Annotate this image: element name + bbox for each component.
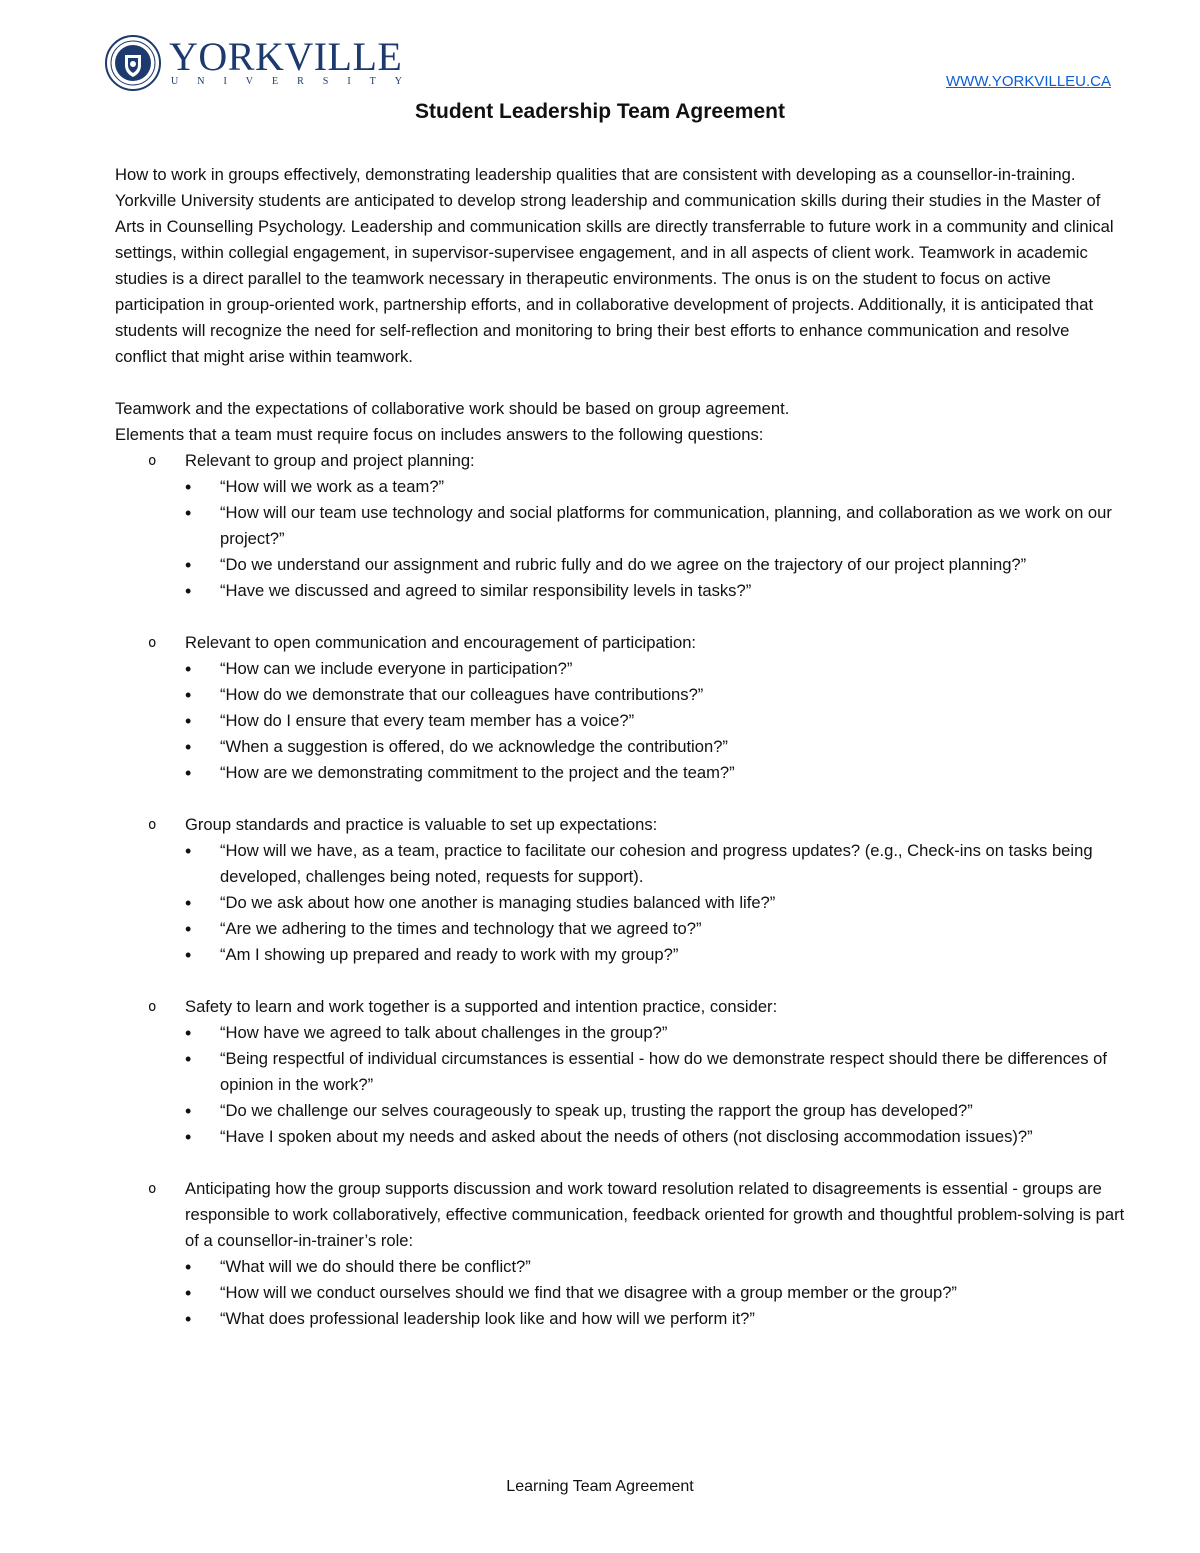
bullet-list	[185, 1020, 1125, 1150]
page-footer: Learning Team Agreement	[506, 1478, 694, 1495]
section-conflict	[115, 1176, 1125, 1332]
spacer	[115, 370, 1125, 396]
teamwork-line-2: Elements that a team must require focus on includes answers to the following questions:	[115, 425, 764, 444]
university-seal-icon	[105, 35, 161, 91]
list-item: • “Have we discussed and agreed to similar responsibility levels in tasks?”	[185, 578, 1125, 604]
list-item: • “Am I showing up prepared and ready to work with my group?”	[185, 942, 1125, 968]
list-item: • “Are we adhering to the times and technology that we agreed to?”	[185, 916, 1125, 942]
yorkville-logo	[105, 34, 421, 93]
document-title: Student Leadership Team Agreement	[415, 100, 785, 123]
section-standards	[115, 812, 1125, 968]
section-marker-icon: o	[148, 999, 157, 1015]
intro-paragraph-1: How to work in groups effectively, demonstrating leadership qualities that are consistent with developing as a counsellor-in-training.	[115, 165, 1076, 184]
list-item: • “How are we demonstrating commitment to the project and the team?”	[185, 760, 1125, 786]
spacer	[115, 1150, 1125, 1176]
section-marker-icon: o	[148, 453, 157, 469]
bullet-list	[185, 838, 1125, 968]
section-marker-icon: o	[148, 817, 157, 833]
yorkville-wordmark: YORKVILLE	[169, 34, 403, 79]
website-link[interactable]: WWW.YORKVILLEU.CA	[946, 73, 1112, 90]
section-safety	[115, 994, 1125, 1150]
bullet-list	[185, 656, 1125, 786]
list-item: • “Being respectful of individual circumstances is essential - how do we demonstrate respect should there be differences of opinion in the work?”	[185, 1046, 1125, 1098]
list-item: • “How will our team use technology and social platforms for communication, planning, and collaboration as we work on our project?”	[185, 500, 1125, 552]
list-item: • “Do we challenge our selves courageously to speak up, trusting the rapport the group has developed?”	[185, 1098, 1125, 1124]
list-item: • “How will we work as a team?”	[185, 474, 1125, 500]
list-item: • “Do we understand our assignment and rubric fully and do we agree on the trajectory of our project planning?”	[185, 552, 1125, 578]
list-item: • “Do we ask about how one another is managing studies balanced with life?”	[185, 890, 1125, 916]
document-body	[115, 162, 1125, 1332]
list-item: • “How will we conduct ourselves should we find that we disagree with a group member or the group?”	[185, 1280, 1125, 1306]
list-item: • “How do we demonstrate that our colleagues have contributions?”	[185, 682, 1125, 708]
list-item: • “What will we do should there be conflict?”	[185, 1254, 1125, 1280]
section-heading: Group standards and practice is valuable to set up expectations:	[185, 815, 658, 834]
intro-paragraph-2: Yorkville University students are anticipated to develop strong leadership and communication skills during their studies in the Master of Arts in Counselling Psychology. Leadership and communication skills are directly transferrable to future work in a community and clinical settings, within collegial engagement, in supervisor-supervisee engagement, and in all aspects of client work. Teamwork in academic studies is a direct parallel to the teamwork necessary in therapeutic environments. The onus is on the student to focus on active participation in group-oriented work, partnership efforts, and in collaborative development of projects. Additionally, it is anticipated that students will recognize the need for self-reflection and monitoring to bring their best efforts to enhance communication and resolve conflict that might arise within teamwork.	[115, 191, 1114, 366]
section-planning	[115, 448, 1125, 604]
university-wordmark: UNIVERSITY	[171, 76, 421, 87]
spacer	[115, 786, 1125, 812]
section-heading: Safety to learn and work together is a supported and intention practice, consider:	[185, 997, 778, 1016]
section-heading: Relevant to group and project planning:	[185, 451, 475, 470]
section-heading: Anticipating how the group supports discussion and work toward resolution related to disagreements is essential - groups are responsible to work collaboratively, effective communication, feedback oriented for growth and thoughtful problem-solving is part of a counsellor-in-trainer’s role:	[185, 1179, 1125, 1250]
list-item: • “How have we agreed to talk about challenges in the group?”	[185, 1020, 1125, 1046]
list-item: • “Have I spoken about my needs and asked about the needs of others (not disclosing accommodation issues)?”	[185, 1124, 1125, 1150]
bullet-list	[185, 1254, 1125, 1332]
section-heading: Relevant to open communication and encouragement of participation:	[185, 633, 697, 652]
spacer	[115, 968, 1125, 994]
section-marker-icon: o	[148, 1181, 157, 1197]
spacer	[115, 604, 1125, 630]
bullet-list	[185, 474, 1125, 604]
list-item: • “When a suggestion is offered, do we acknowledge the contribution?”	[185, 734, 1125, 760]
list-item: • “How do I ensure that every team member has a voice?”	[185, 708, 1125, 734]
list-item: • “How will we have, as a team, practice to facilitate our cohesion and progress updates? (e.g., Check-ins on tasks being developed, challenges being noted, requests for support).	[185, 838, 1125, 890]
section-marker-icon: o	[148, 635, 157, 651]
list-item: • “How can we include everyone in participation?”	[185, 656, 1125, 682]
teamwork-line-1: Teamwork and the expectations of collaborative work should be based on group agreement.	[115, 399, 790, 418]
section-communication	[115, 630, 1125, 786]
list-item: • “What does professional leadership look like and how will we perform it?”	[185, 1306, 1125, 1332]
